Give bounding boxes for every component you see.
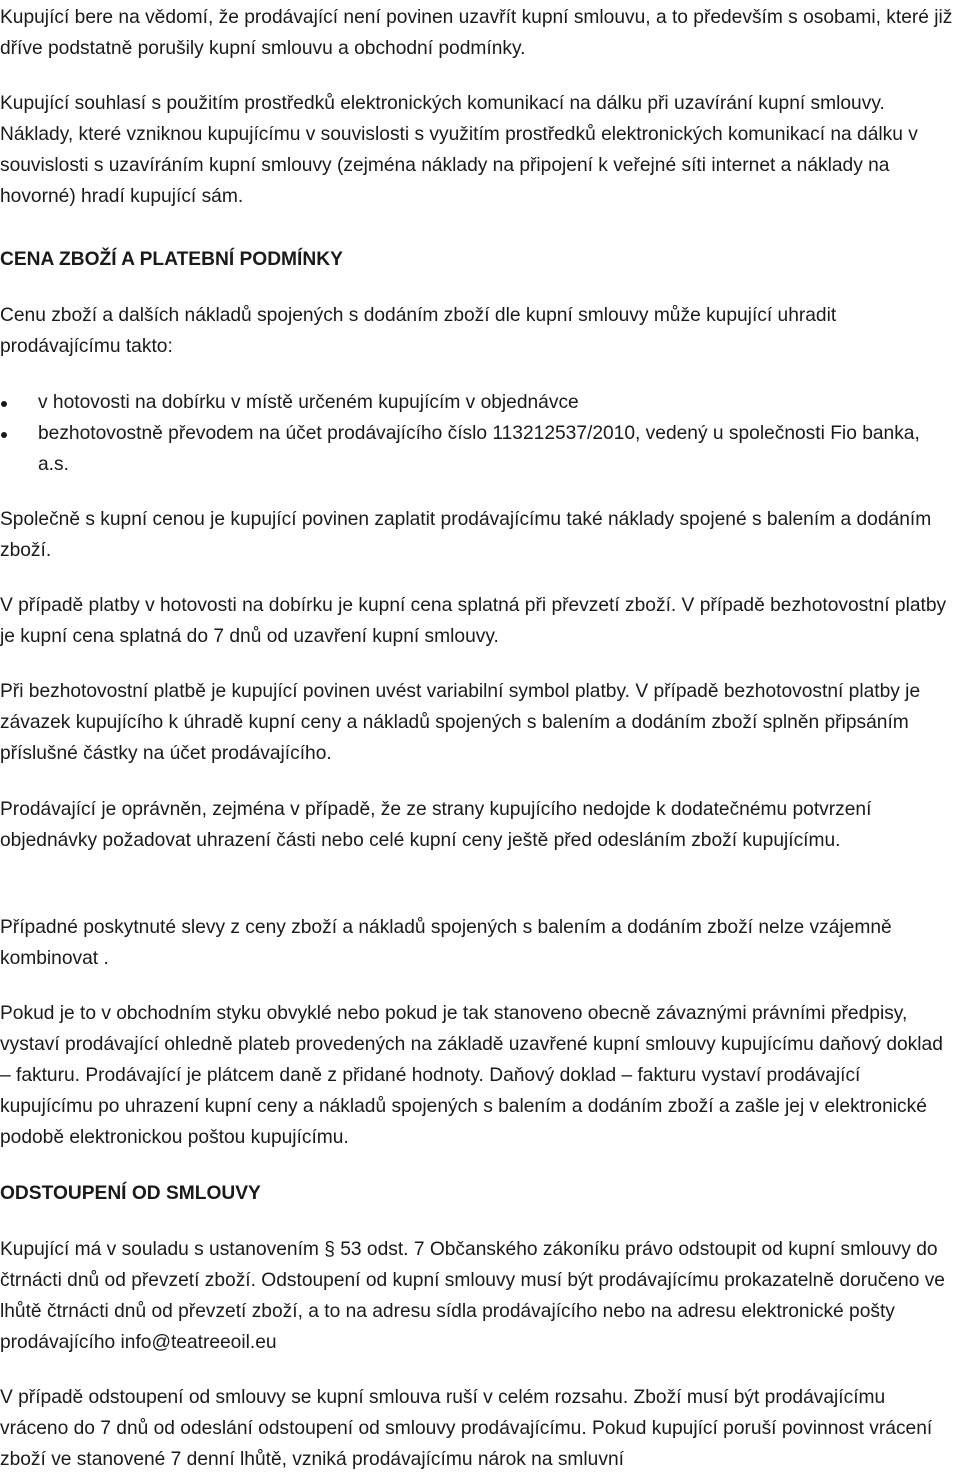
- paragraph-advance-payment: Prodávající je oprávněn, zejména v případě, že ze strany kupujícího nedojde k dodatečnému potvrzení objednávky požadovat uhrazení části nebo celé kupní ceny ještě před odesláním zboží kupujícímu.: [0, 799, 872, 851]
- paragraph-remote-communication: Kupující souhlasí s použitím prostředků elektronických komunikací na dálku při uzavírání kupní smlouvy. Náklady, které vzniknou kupujícímu v souvislosti s využitím prostředků elektronických komunikací na dálku v souvislosti s uzavíráním kupní smlouvy (zejména náklady na připojení k veřejné síti internet a náklady na hovorné) hradí kupující sám.: [0, 93, 918, 207]
- paragraph-invoice: Pokud je to v obchodním styku obvyklé nebo pokud je tak stanoveno obecně závaznými právními předpisy, vystaví prodávající ohledně plateb provedených na základě uzavřené kupní smlouvy kupujícímu daňový doklad – fakturu. Prodávající je plátcem daně z přidané hodnoty. Daňový doklad – fakturu vystaví prodávající kupujícímu po uhrazení kupní ceny a nákladů spojených s balením a dodáním zboží a zašle jej v elektronické podobě elektronickou poštou kupujícímu.: [0, 1003, 943, 1148]
- paragraph-packaging-costs: Společně s kupní cenou je kupující povinen zaplatit prodávajícímu také náklady spojené s balením a dodáním zboží.: [0, 509, 932, 561]
- list-item-text: bezhotovostně převodem na účet prodávajícího číslo 113212537/2010, vedený u společnosti Fio banka, a.s.: [38, 423, 920, 475]
- paragraph-purchase-refusal: Kupující bere na vědomí, že prodávající není povinen uzavřít kupní smlouvu, a to především s osobami, které již dříve podstatně porušily kupní smlouvu a obchodní podmínky.: [0, 7, 953, 59]
- paragraph-withdrawal-right: Kupující má v souladu s ustanovením § 53 odst. 7 Občanského zákoníku právo odstoupit od kupní smlouvy do čtrnácti dnů od převzetí zboží. Odstoupení od kupní smlouvy musí být prodávajícímu prokazatelně doručeno ve lhůtě čtrnácti dnů od převzetí zboží, a to na adresu sídla prodávajícího nebo na adresu elektronické pošty prodávajícího info@teatreeoil.eu: [0, 1239, 945, 1353]
- paragraph-payment-methods-intro: Cenu zboží a dalších nákladů spojených s dodáním zboží dle kupní smlouvy může kupující uhradit prodávajícímu takto:: [0, 305, 837, 357]
- paragraph-payment-due: V případě platby v hotovosti na dobírku je kupní cena splatná při převzetí zboží. V případě bezhotovostní platby je kupní cena splatná do 7 dnů od uzavření kupní smlouvy.: [0, 595, 947, 647]
- heading-withdrawal: ODSTOUPENÍ OD SMLOUVY: [0, 1183, 261, 1204]
- payment-methods-list: [0, 387, 956, 480]
- heading-price-and-payment: CENA ZBOŽÍ A PLATEBNÍ PODMÍNKY: [0, 249, 343, 270]
- paragraph-variable-symbol: Při bezhotovostní platbě je kupující povinen uvést variabilní symbol platby. V případě bezhotovostní platby je závazek kupujícího k úhradě kupní ceny a nákladů spojených s balením a dodáním zboží splněn připsáním příslušné částky na účet prodávajícího.: [0, 681, 921, 764]
- paragraph-discounts: Případné poskytnuté slevy z ceny zboží a nákladů spojených s balením a dodáním zboží nelze vzájemně kombinovat .: [0, 917, 892, 969]
- list-item: [0, 387, 956, 418]
- bullet-icon: [1, 401, 7, 407]
- list-item: [0, 418, 956, 480]
- bullet-icon: [1, 432, 7, 438]
- paragraph-withdrawal-effects: V případě odstoupení od smlouvy se kupní smlouva ruší v celém rozsahu. Zboží musí být prodávajícímu vráceno do 7 dnů od odeslání odstoupení od smlouvy prodávajícímu. Pokud kupující poruší povinnost vrácení zboží ve stanovené 7 denní lhůtě, vzniká prodávajícímu nárok na smluvní: [0, 1387, 933, 1470]
- list-item-text: v hotovosti na dobírku v místě určeném kupujícím v objednávce: [38, 392, 579, 413]
